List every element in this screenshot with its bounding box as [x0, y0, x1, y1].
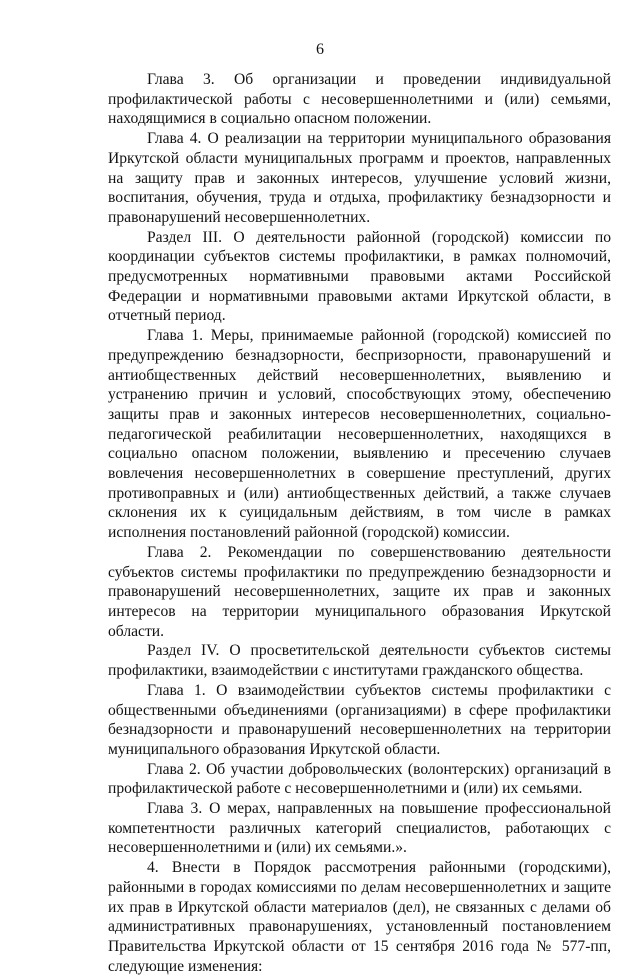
- page-number: 6: [316, 41, 324, 58]
- document-body: [108, 70, 611, 976]
- paragraph-section-4-chapter-1: Глава 1. О взаимодействии субъектов системы профилактики с общественными объединениями (организациями) в сфере профилактики безнадзорности и правонарушений несовершеннолетних на территории муниципального образования Иркутской области.: [108, 681, 611, 758]
- paragraph-chapter-3-individual-work: Глава 3. Об организации и проведении индивидуальной профилактической работы с несовершеннолетними и (или) семьями, находящимися в социально опасном положении.: [108, 71, 611, 128]
- paragraph-section-4-chapter-2: Глава 2. Об участии добровольческих (волонтерских) организаций в профилактической работе с несовершеннолетними и (или) их семьями.: [108, 760, 611, 798]
- paragraph-item-4: 4. Внести в Порядок рассмотрения районными (городскими), районными в городах комиссиями по делам несовершеннолетних и защите их прав в Иркутской области материалов (дел), не связанных с делами об административных правонарушениях, установленный постановлением Правительства Иркутской области от 15 сентября 2016 года № 577-пп, следующие изменения:: [108, 859, 611, 975]
- paragraph-section-4-chapter-3: Глава 3. О мерах, направленных на повышение профессиональной компетентности различных категорий специалистов, работающих с несовершеннолетними и (или) их семьями.».: [108, 800, 611, 857]
- paragraph-chapter-4-municipal-programs: Глава 4. О реализации на территории муниципального образования Иркутской области муниципальных программ и проектов, направленных на защиту прав и законных интересов, улучшение условий жизни, воспитания, обучения, труда и отдыха, профилактику безнадзорности и правонарушений несовершеннолетних.: [108, 130, 611, 226]
- paragraph-section-4: Раздел IV. О просветительской деятельности субъектов системы профилактики, взаимодействии с институтами гражданского общества.: [108, 642, 611, 680]
- paragraph-section-3: Раздел III. О деятельности районной (городской) комиссии по координации субъектов системы профилактики, в рамках полномочий, предусмотренных нормативными правовыми актами Российской Федерации и нормативными правовыми актами Иркутской области, в отчетный период.: [108, 228, 611, 325]
- paragraph-section-3-chapter-1: Глава 1. Меры, принимаемые районной (городской) комиссией по предупреждению безнадзорности, беспризорности, правонарушений и антиобщественных действий несовершеннолетних, выявлению и устранению причин и условий, способствующих этому, обеспечению защиты прав и законных интересов несовершеннолетних, социально-педагогической реабилитации несовершеннолетних, находящихся в социально опасном положении, выявлению и пресечению случаев вовлечения несовершеннолетних в совершение преступлений, других противоправных и (или) антиобщественных действий, а также случаев склонения их к суицидальным действиям, в том числе в рамках исполнения постановлений районной (городской) комиссии.: [108, 327, 611, 542]
- paragraph-section-3-chapter-2: Глава 2. Рекомендации по совершенствованию деятельности субъектов системы профилактики по предупреждению безнадзорности и правонарушений несовершеннолетних, защите их прав и законных интересов на территории муниципального образования Иркутской области.: [108, 543, 611, 640]
